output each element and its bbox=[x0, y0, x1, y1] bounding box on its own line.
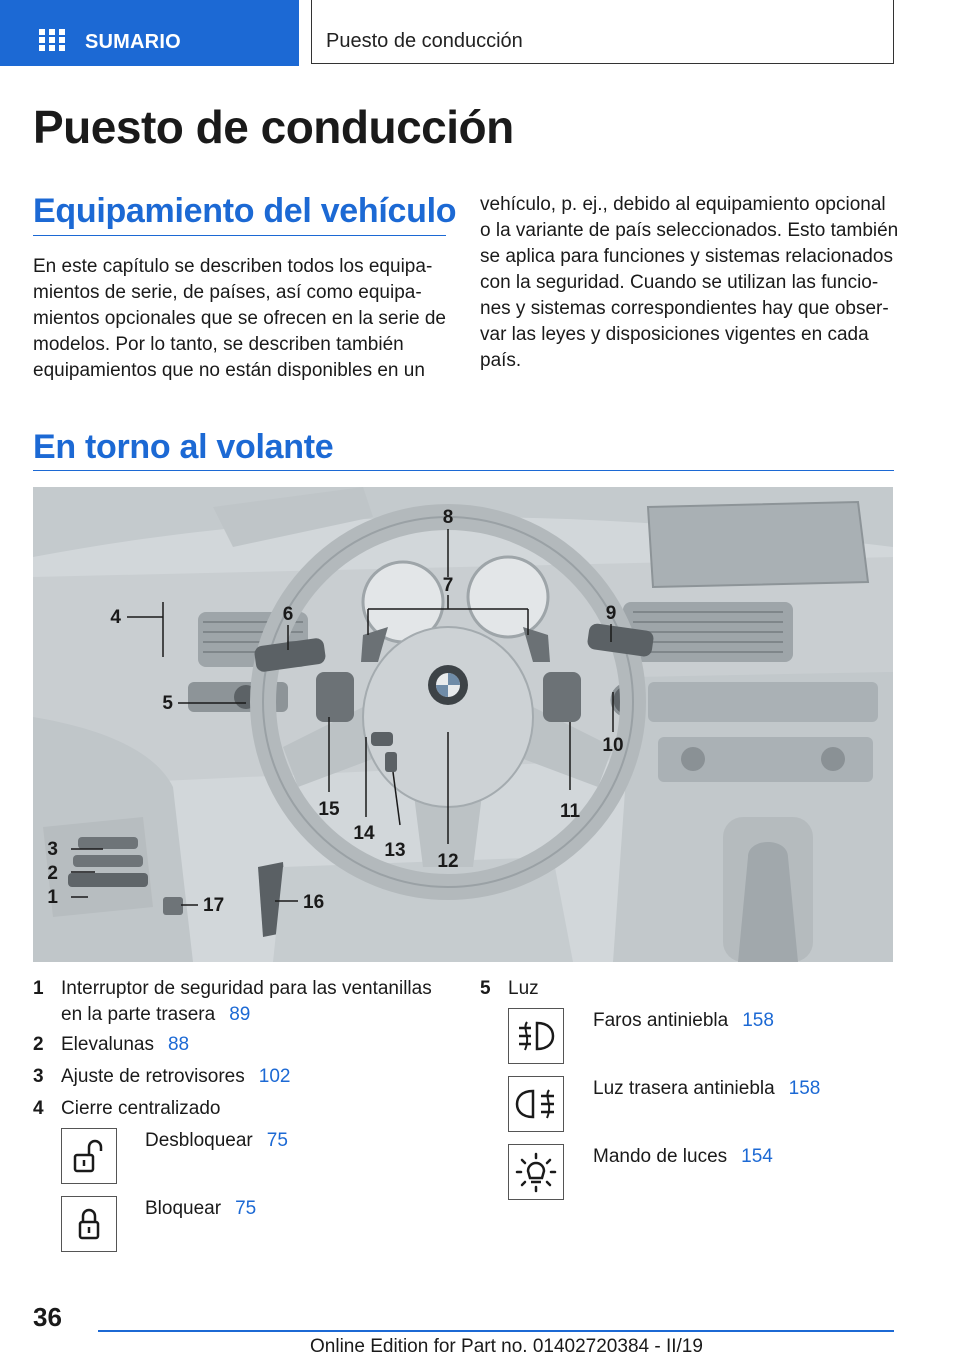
callout-6: 6 bbox=[282, 604, 294, 625]
sumario-label: SUMARIO bbox=[85, 31, 181, 53]
sumario-tab[interactable] bbox=[0, 0, 299, 66]
steering-wheel-heading-rule bbox=[33, 470, 894, 471]
equipment-text-col2: vehículo, p. ej., debido al equipamiento opcional o la variante de país seleccionados. Esto también se aplica para funciones y sistemas relacionados con la seguridad. Cuando se utilizan las funciones y sistemas correspondientes hay que observar las leyes y disposiciones vigentes en cada país. bbox=[480, 194, 899, 371]
sub-item-text: Mando de luces bbox=[593, 1146, 728, 1167]
legend-text: Ajuste de retrovisores bbox=[61, 1066, 245, 1087]
sub-item-light-switch bbox=[593, 1144, 773, 1170]
callout-11: 11 bbox=[559, 801, 581, 822]
current-section-label: Puesto de conducción bbox=[326, 30, 523, 52]
callout-16: 16 bbox=[303, 892, 325, 913]
callout-1: 1 bbox=[47, 887, 58, 908]
page-link[interactable]: 75 bbox=[266, 1130, 288, 1151]
callout-7: 7 bbox=[442, 575, 454, 596]
legend-text: Interruptor de seguridad para las ventanillas bbox=[61, 978, 432, 999]
sub-item-front-fog bbox=[593, 1008, 774, 1034]
light-switch-icon bbox=[508, 1144, 564, 1200]
footer-edition: Online Edition for Part no. 01402720384 - II/19 bbox=[310, 1336, 703, 1357]
legend-text: Elevalunas bbox=[61, 1034, 154, 1055]
callout-14: 14 bbox=[353, 823, 375, 844]
equipment-heading-rule bbox=[33, 235, 446, 236]
grid-menu-icon bbox=[39, 29, 65, 51]
callout-17: 17 bbox=[203, 895, 225, 916]
legend-text: en la parte trasera bbox=[61, 1004, 216, 1025]
callout-10: 10 bbox=[602, 735, 624, 756]
equipment-heading: Equipamiento del vehículo bbox=[33, 192, 457, 230]
legend-number: 5 bbox=[480, 978, 491, 999]
legend-number: 3 bbox=[33, 1066, 44, 1087]
legend-number: 4 bbox=[33, 1098, 44, 1119]
callout-2: 2 bbox=[47, 863, 58, 884]
legend-number: 2 bbox=[33, 1034, 44, 1055]
page-link[interactable]: 75 bbox=[235, 1198, 257, 1219]
callout-12: 12 bbox=[437, 851, 459, 872]
sub-item-unlock bbox=[145, 1128, 288, 1154]
callout-9: 9 bbox=[605, 603, 617, 624]
page-link[interactable]: 88 bbox=[167, 1034, 190, 1055]
sub-item-rear-fog bbox=[593, 1076, 820, 1102]
current-section-tab[interactable] bbox=[311, 0, 894, 64]
callout-15: 15 bbox=[318, 799, 340, 820]
cockpit-illustration bbox=[33, 487, 893, 962]
callout-4: 4 bbox=[110, 607, 121, 628]
page-link[interactable]: 89 bbox=[229, 1004, 251, 1025]
top-navigation bbox=[0, 0, 960, 66]
front-fog-light-icon bbox=[508, 1008, 564, 1064]
unlock-icon bbox=[61, 1128, 117, 1184]
page-link[interactable]: 154 bbox=[741, 1146, 773, 1167]
sub-item-text: Desbloquear bbox=[145, 1130, 253, 1151]
legend-number: 1 bbox=[33, 978, 44, 999]
page-number: 36 bbox=[33, 1302, 62, 1332]
page-link[interactable]: 102 bbox=[258, 1066, 291, 1087]
callout-3: 3 bbox=[47, 839, 58, 860]
steering-wheel-heading: En torno al volante bbox=[33, 428, 334, 466]
sub-item-text: Faros antiniebla bbox=[593, 1010, 729, 1031]
page-link[interactable]: 158 bbox=[742, 1010, 774, 1031]
legend-text: Cierre centralizado bbox=[61, 1098, 221, 1119]
equipment-text-col1: En este capítulo se describen todos los equipamientos de serie, de países, así como equipamientos opcionales que se ofrecen en la serie de modelos. Por lo tanto, se describen también equipamientos que no están disponibles en un bbox=[33, 256, 446, 381]
page-link[interactable]: 158 bbox=[788, 1078, 821, 1099]
legend-text: Luz bbox=[508, 978, 539, 999]
lock-icon bbox=[61, 1196, 117, 1252]
callout-13: 13 bbox=[384, 840, 406, 861]
rear-fog-light-icon bbox=[508, 1076, 564, 1132]
page-title: Puesto de conducción bbox=[33, 101, 514, 153]
callout-8: 8 bbox=[442, 507, 454, 528]
sub-item-lock bbox=[145, 1196, 256, 1222]
footer-rule bbox=[98, 1330, 894, 1332]
callout-5: 5 bbox=[162, 693, 173, 714]
sub-item-text: Luz trasera antiniebla bbox=[593, 1078, 775, 1099]
sub-item-text: Bloquear bbox=[145, 1198, 222, 1219]
